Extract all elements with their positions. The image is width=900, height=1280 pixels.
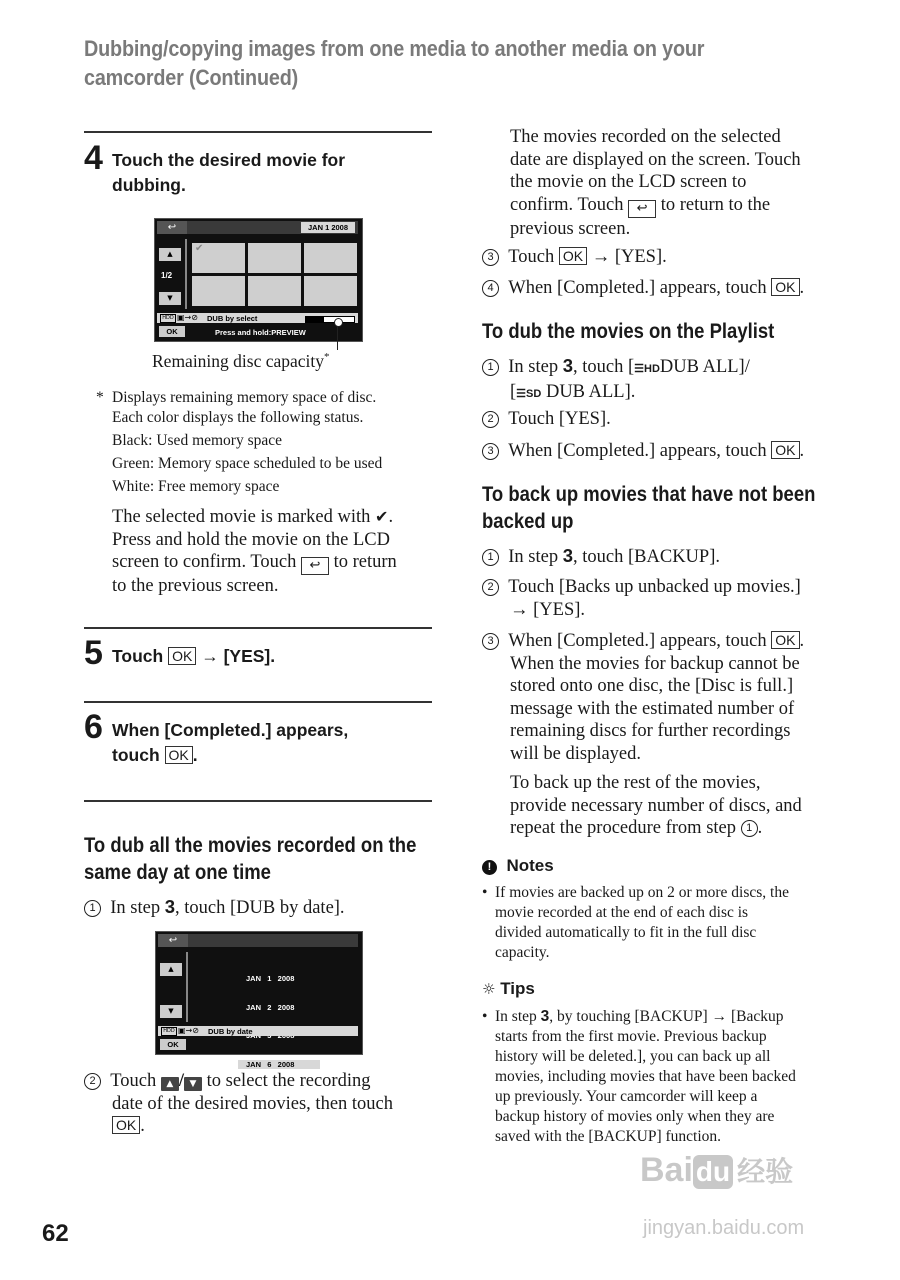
note-line: divided automatically to fit in the full disc: [495, 924, 757, 941]
disc-capacity-bar: [305, 316, 355, 323]
ok-icon: OK: [771, 441, 799, 459]
playlist-hd-icon: ☰HD: [634, 363, 660, 375]
heading-line: backed up: [482, 510, 574, 533]
circled-number: 1: [84, 900, 101, 917]
date-step-3: [482, 246, 667, 269]
step-text: [YES].: [614, 247, 667, 267]
step-text: .: [140, 1116, 145, 1136]
desc-text: screen to confirm. Touch: [112, 552, 297, 572]
footnote-line: Displays remaining memory space of disc.: [112, 389, 377, 406]
hdd-icon: HDD: [160, 314, 176, 323]
step-text: message with the estimated number of: [510, 698, 795, 719]
date-intro-text: [510, 126, 850, 240]
step-text: Touch [YES].: [508, 409, 611, 429]
step-6-line: .: [192, 745, 198, 765]
circled-number: 2: [482, 579, 499, 596]
circled-number: 1: [482, 359, 499, 376]
circled-number: 3: [482, 249, 499, 266]
intro-line: to return to the: [660, 194, 771, 215]
capacity-caption: [152, 346, 330, 372]
step-text: to select the recording: [206, 1071, 371, 1091]
step-text: stored onto one disc, the [Disc is full.]: [510, 676, 794, 696]
tips-bullet: •: [482, 1008, 488, 1025]
tips-heading: [482, 978, 535, 1000]
step-text: In step: [508, 357, 559, 377]
return-icon[interactable]: ↩: [157, 221, 187, 234]
circled-number: 2: [482, 411, 499, 428]
slash: /: [178, 1071, 184, 1091]
thumbnail[interactable]: [192, 276, 245, 306]
hdd-icon: HDD: [161, 1027, 177, 1036]
heading-line: same day at one time: [84, 861, 271, 884]
step-text: will be displayed.: [510, 743, 642, 764]
thumbnail[interactable]: [248, 243, 301, 273]
watermark-logo: [640, 1150, 793, 1192]
step-text: .: [799, 441, 805, 461]
footnote: [112, 388, 432, 497]
tip-line: starts from the first movie. Previous backup: [495, 1028, 767, 1045]
intro-line: The movies recorded on the selected: [510, 127, 781, 147]
dub-direction-icon: ▣→⊘: [177, 313, 198, 322]
step-4-title: [112, 148, 345, 198]
tip-line: up previously. Your camcorder will keep a: [495, 1088, 758, 1105]
step-5-label: [YES].: [223, 646, 276, 666]
sd-label: SD: [526, 387, 542, 400]
note-line: movie recorded at the end of each disc is: [495, 904, 749, 921]
watermark-url: jingyan.baidu.com: [643, 1217, 805, 1239]
heading-line: To dub all the movies recorded on the: [84, 834, 417, 857]
playlist-sd-icon: ☰SD: [516, 387, 542, 400]
step-4-description: [112, 506, 442, 598]
tip-line: , by touching [BACKUP]: [549, 1008, 708, 1025]
step-5-number: 5: [84, 634, 103, 672]
step-text: , touch [BACKUP].: [573, 547, 720, 567]
desc-text: to the previous screen.: [112, 576, 279, 596]
tips-title: Tips: [500, 979, 535, 998]
lcd-hint: Press and hold:PREVIEW: [215, 328, 306, 337]
step-text: , touch [DUB by date].: [175, 898, 345, 918]
lcd-scrollbar: [186, 952, 188, 1022]
step-text: DUB ALL].: [541, 381, 636, 402]
note-line: capacity.: [495, 944, 550, 961]
watermark-text: Bai: [640, 1151, 693, 1189]
step-text: repeat the procedure from step: [510, 818, 737, 838]
header-line-2: camcorder (Continued): [84, 65, 299, 90]
scroll-down-icon[interactable]: ▼: [159, 292, 181, 305]
desc-text: .: [388, 507, 394, 527]
step-text: When the movies for backup cannot be: [510, 653, 800, 674]
step-text: date of the desired movies, then touch: [112, 1093, 394, 1114]
step-text: [YES].: [533, 599, 586, 620]
playlist-step-2: [482, 408, 611, 431]
note-line: If movies are backed up on 2 or more discs, the: [495, 884, 789, 901]
footnote-mark: *: [96, 389, 104, 406]
step-text: .: [799, 631, 805, 651]
step-6-text: [112, 718, 348, 768]
header-line-1: Dubbing/copying images from one media to another media on your: [84, 36, 705, 61]
ok-icon: OK: [771, 278, 799, 296]
step-text: In step: [110, 898, 161, 918]
tip-line: saved with the [BACKUP] function.: [495, 1128, 722, 1145]
step-4-title-line: Touch the desired movie for: [112, 150, 346, 170]
lcd-mode-label: DUB by select: [207, 314, 258, 323]
lcd-scrollbar: [185, 239, 187, 309]
notes-icon: !: [482, 860, 497, 875]
page-number: 62: [42, 1220, 69, 1247]
up-arrow-icon: ▲: [161, 1077, 179, 1091]
dub-date-step-1: [84, 896, 434, 920]
date-item[interactable]: JAN 1 2008: [246, 974, 295, 983]
step-6-line: When [Completed.] appears,: [112, 720, 349, 740]
tip-line: backup history of movies only when they are: [495, 1108, 775, 1125]
notes-text: [495, 883, 845, 963]
step-6-number: 6: [84, 708, 103, 746]
date-item[interactable]: JAN 2 2008: [246, 1002, 295, 1012]
status-line: Green: Memory space scheduled to be used: [112, 455, 383, 472]
step-4-title-line: dubbing.: [112, 175, 186, 195]
lcd-date: JAN 1 2008: [301, 222, 355, 233]
ok-icon: OK: [559, 247, 587, 265]
backup-step-1: [482, 545, 720, 569]
arrow-icon: →: [510, 599, 529, 620]
circled-number: 4: [482, 280, 499, 297]
step-text: Touch: [508, 247, 555, 267]
lcd-screen-select: [154, 218, 363, 342]
scroll-up-icon[interactable]: ▲: [159, 248, 181, 261]
hd-label: HD: [644, 363, 660, 375]
scroll-up-icon[interactable]: ▲: [160, 963, 182, 976]
lcd-mode-label: DUB by date: [208, 1027, 253, 1036]
tip-line: history will be deleted.], you can back up all: [495, 1048, 771, 1065]
playlist-step-1: [482, 355, 842, 405]
step-text: DUB ALL]/: [659, 357, 750, 377]
divider: [84, 131, 432, 133]
lcd-screen-date: [155, 931, 363, 1069]
playlist-step-3: [482, 440, 804, 463]
step-text: When [Completed.] appears, touch: [508, 278, 767, 298]
step-text: provide necessary number of discs, and: [510, 795, 802, 816]
step-text: In step: [508, 547, 559, 567]
ok-button[interactable]: OK: [160, 1039, 186, 1050]
tip-line: [Backup: [730, 1008, 784, 1025]
step-text: remaining discs for further recordings: [510, 721, 791, 741]
circled-number: 3: [482, 633, 499, 650]
step-ref: 3: [562, 545, 574, 566]
step-text: [: [510, 381, 517, 402]
divider: [84, 627, 432, 629]
scroll-down-icon[interactable]: ▼: [160, 1005, 182, 1018]
circled-number: 1: [482, 549, 499, 566]
step-6-line: touch: [112, 745, 160, 765]
tip-line: movies, including movies that have been backed: [495, 1068, 796, 1085]
caption-mark: *: [324, 351, 330, 363]
step-5-label: Touch: [112, 646, 164, 666]
date-list: [246, 955, 320, 1088]
return-icon[interactable]: ↩: [158, 934, 188, 947]
step-text: Touch [Backs up unbacked up movies.]: [508, 577, 801, 597]
down-arrow-icon: ▼: [184, 1077, 202, 1091]
step-ref: 3: [164, 896, 176, 917]
circled-number: 2: [84, 1073, 101, 1090]
section-heading-backup: [482, 481, 834, 535]
backup-step-3: [482, 630, 842, 840]
caption-text: Remaining disc capacity: [152, 350, 325, 371]
step-text: Touch: [110, 1071, 157, 1091]
return-icon: ↩: [301, 557, 329, 575]
status-line: Black: Used memory space: [112, 432, 283, 449]
lcd-top-bar: [158, 934, 358, 947]
divider: [84, 701, 432, 703]
thumbnail[interactable]: [248, 276, 301, 306]
thumbnail[interactable]: [304, 243, 357, 273]
thumbnail[interactable]: [304, 276, 357, 306]
date-step-4: [482, 277, 804, 300]
check-mark-icon: ✔: [195, 243, 204, 254]
ok-icon: OK: [771, 631, 799, 649]
backup-step-2: [482, 576, 842, 621]
circled-number: 3: [482, 443, 499, 460]
ok-icon: OK: [168, 647, 196, 665]
step-ref: 3: [540, 1008, 550, 1025]
ok-button[interactable]: OK: [159, 326, 185, 337]
lcd-page: 1/2: [161, 271, 173, 280]
intro-line: date are displayed on the screen. Touch: [510, 149, 801, 170]
page-header: [84, 34, 732, 92]
heading-line: To back up movies that have not been: [482, 483, 816, 506]
arrow-icon: →: [711, 1008, 728, 1025]
date-item-selected[interactable]: JAN 6 2008: [238, 1060, 320, 1070]
step-text: .: [757, 818, 763, 838]
dub-direction-icon: ▣→⊘: [178, 1026, 199, 1035]
step-text: To back up the rest of the movies,: [510, 773, 761, 793]
desc-text: to return: [333, 552, 397, 572]
intro-line: confirm. Touch: [510, 194, 624, 215]
dub-date-step-2: [84, 1070, 434, 1138]
watermark-paw-text: du: [693, 1155, 733, 1189]
step-text: When [Completed.] appears, touch: [508, 441, 767, 461]
notes-heading: [482, 855, 554, 877]
notes-bullet: •: [482, 884, 488, 901]
arrow-icon: →: [591, 247, 611, 267]
section-heading-playlist: To dub the movies on the Playlist: [482, 320, 775, 343]
footnote-line: Each color displays the following status.: [112, 409, 364, 426]
watermark-text: 经验: [737, 1155, 794, 1188]
tips-text: [495, 1007, 845, 1147]
circled-number: 1: [741, 820, 758, 837]
step-5-text: [112, 644, 275, 669]
step-text: , touch [: [573, 357, 635, 377]
ok-icon: OK: [165, 746, 193, 764]
divider: [84, 800, 432, 802]
section-heading-dub-by-date: [84, 832, 436, 886]
callout-dot: [334, 318, 343, 327]
desc-text: Press and hold the movie on the LCD: [112, 529, 390, 550]
ok-icon: OK: [112, 1116, 140, 1134]
lightbulb-icon: ☼: [482, 980, 496, 998]
step-ref: 3: [562, 355, 574, 376]
intro-line: previous screen.: [510, 218, 631, 239]
step-text: When [Completed.] appears, touch: [508, 631, 767, 651]
arrow-icon: →: [201, 646, 219, 666]
step-4-number: 4: [84, 139, 103, 177]
step-text: .: [799, 278, 805, 298]
intro-line: the movie on the LCD screen to: [510, 172, 747, 192]
check-icon: ✔: [375, 507, 389, 526]
desc-text: The selected movie is marked with: [112, 507, 371, 527]
notes-title: Notes: [506, 856, 554, 875]
status-line: White: Free memory space: [112, 478, 280, 495]
return-icon: ↩: [628, 200, 656, 218]
tip-line: In step: [495, 1008, 537, 1025]
